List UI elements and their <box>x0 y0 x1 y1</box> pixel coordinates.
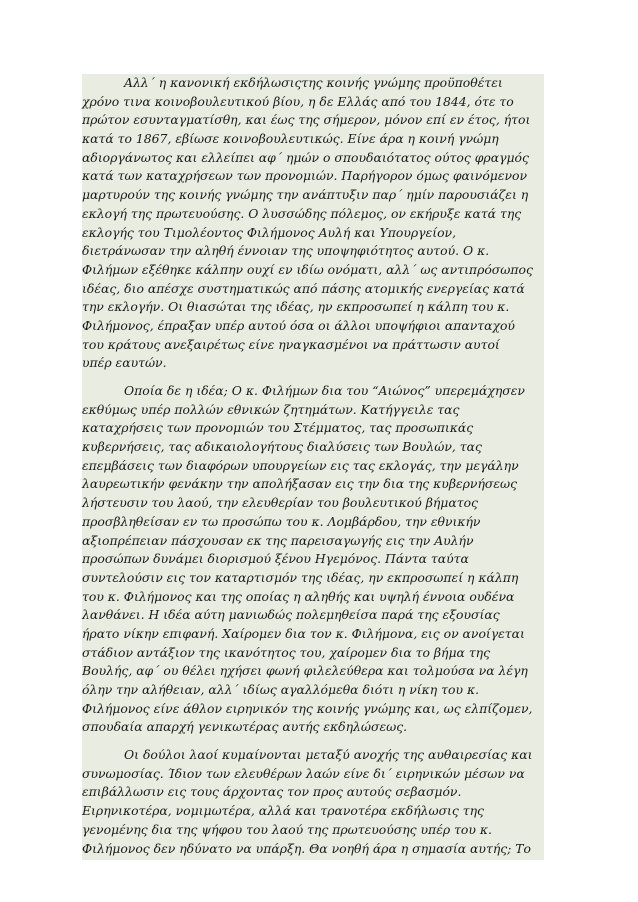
text-line: διετράνωσαν την αληθή έννοιαν της υποψηφιότητος αυτού. Ο κ. <box>82 243 490 259</box>
text-line: επεμβάσεις των διαφόρων υπουργείων εις τας εκλογάς, την μεγάλην <box>82 457 519 473</box>
paragraph-2 <box>82 382 544 737</box>
text-line: Βουλής, αφ΄ ου θέλει ηχήσει φωνή φιλελεύθερα και τολμούσα να λέγη <box>82 663 528 679</box>
text-line: Φιλήμονος, έπραξαν υπέρ αυτού όσα οι άλλοι υποψήφιοι απανταχού <box>82 317 515 333</box>
text-line: Οι δούλοι λαοί κυμαίνονται μεταξύ ανοχής της αυθαιρεσίας και <box>124 747 533 763</box>
text-line: Φιλήμονος δεν ηδύνατο να υπάρξη. Θα νοηθή άρα η σημασία αυτής; Το <box>82 840 532 856</box>
text-line: επιβάλλωσιν εις τους άρχοντας τον προς αυτούς σεβασμόν. <box>82 784 462 800</box>
text-line: συνωμοσίας. Ίδιον των ελευθέρων λαών είνε δι΄ ειρηνικών μέσων να <box>82 765 525 781</box>
text-line: στάδιον αντάξιον της ικανότητος του, χαίρομεν δια το βήμα της <box>82 644 491 660</box>
text-line: ήρατο νίκην επιφανή. Χαίρομεν δια τον κ. Φιλήμονα, εις ον ανοίγεται <box>82 625 525 641</box>
text-line: εκλογής του Τιμολέοντος Φιλήμονος Αυλή και Υπουργείον, <box>82 224 457 240</box>
text-line: εκθύμως υπέρ πολλών εθνικών ζητημάτων. Κατήγγειλε τας <box>82 401 460 417</box>
text-line: κατά των καταχρήσεων των προνομιών. Παρήγορον όμως φαινόμενον <box>82 168 528 184</box>
text-line: κυβερνήσεις, τας αδικαιολογήτους διαλύσεις των Βουλών, τας <box>82 439 482 455</box>
text-line: προσβληθείσαν εν τω προσώπω του κ. Λομβάρδου, την εθνικήν <box>82 513 481 529</box>
text-line: λανθάνει. Η ιδέα αύτη μανιωδώς πολεμηθείσα παρά της εξουσίας <box>82 607 500 623</box>
text-line: την εκλογήν. Οι θιασώται της ιδέας, ην εκπροσωπεί η κάλπη του κ. <box>82 299 510 315</box>
text-line: του κράτους ανεξαιρέτως είνε ηναγκασμένοι να πράττωσιν αυτοί <box>82 336 500 352</box>
text-line: Ειρηνικοτέρα, νομιμωτέρα, αλλά και τρανοτέρα εκδήλωσις της <box>82 803 484 819</box>
text-line: του κ. Φιλήμονος και της οποίας η αληθής και υψηλή έννοια ουδένα <box>82 588 515 604</box>
text-line: υπέρ εαυτών. <box>82 355 167 371</box>
paragraph-gap <box>82 737 544 746</box>
text-line: μαρτυρούν της κοινής γνώμης την ανάπτυξιν παρ΄ ημίν παρουσιάζει η <box>82 187 529 203</box>
text-line: χρόνο τινα κοινοβουλευτικού βίου, η δε Ελλάς από του 1844, ότε το <box>82 93 514 109</box>
text-line: Φιλήμων εξέθηκε κάλπην ουχί εν ιδίω ονόματι, αλλ΄ ως αντιπρόσωπος <box>82 261 533 277</box>
text-line: πρώτον εσυνταγματίσθη, και έως της σήμερον, μόνον επί εν έτος, ήτοι <box>82 112 531 128</box>
text-line: Οποία δε η ιδέα; Ο κ. Φιλήμων δια του “Αιώνος” υπερεμάχησεν <box>124 383 525 398</box>
text-line: σπουδαία απαρχή γενικωτέρας αυτής εκδηλώσεως. <box>82 719 408 735</box>
text-line: λαυρεωτικήν φενάκην την απολήξασαν εις την δια της κυβερνήσεως <box>82 476 518 492</box>
paragraph-1 <box>82 74 544 373</box>
text-line: εκλογή της πρωτευούσης. Ο λυσσώδης πόλεμος, ον εκήρυξε κατά της <box>82 205 522 221</box>
text-line: Φιλήμονος είνε άθλον ειρηνικόν της κοινής γνώμης και, ως ελπίζομεν, <box>82 700 533 716</box>
text-line: συντελούσιν εις τον καταρτισμόν της ιδέας, ην εκπροσωπεί η κάλπη <box>82 569 519 585</box>
text-line: ιδέας, διο απέσχε συστηματικώς από πάσης ατομικής ενεργείας κατά <box>82 280 525 296</box>
text-line: λήστευσιν του λαού, την ελευθερίαν του βουλευτικού βήματος <box>82 495 478 511</box>
text-block <box>82 74 544 860</box>
text-line: κατά το 1867, εβίωσε κοινοβουλευτικώς. Είνε άρα η κοινή γνώμη <box>82 131 499 147</box>
text-line: Αλλ΄ η κανονική εκδήλωσιςτης κοινής γνώμης προϋποθέτει <box>124 75 503 90</box>
text-line: καταχρήσεις των προνομιών του Στέμματος, τας προσωπικάς <box>82 420 474 436</box>
text-line: αξιοπρέπειαν πάσχουσαν εκ της παρεισαγωγής εις την Αυλήν <box>82 532 474 548</box>
paragraph-gap <box>82 373 544 382</box>
text-line: αδιοργάνωτος και ελλείπει αφ΄ ημών ο σπουδαιότατος ούτος φραγμός <box>82 149 529 165</box>
text-line: προσώπων δυνάμει διορισμού ξένου Ηγεμόνος. Πάντα ταύτα <box>82 551 469 567</box>
text-line: γενομένης δια της ψήφου του λαού της πρωτευούσης υπέρ του κ. <box>82 821 492 837</box>
text-line: όλην την αλήθειαν, αλλ΄ ιδίως αγαλλόμεθα διότι η νίκη του κ. <box>82 682 480 697</box>
paragraph-3 <box>82 746 544 858</box>
